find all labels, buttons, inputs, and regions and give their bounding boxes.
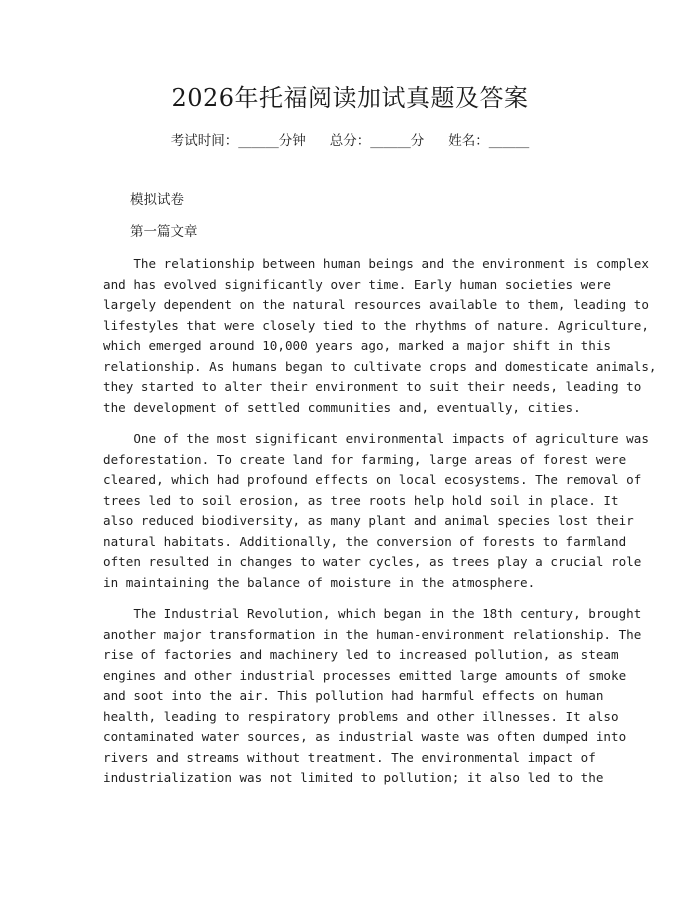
document-title: 2026年托福阅读加试真题及答案	[171, 84, 529, 112]
passage-paragraph-1: The relationship between human beings and the environment is complex and has evolved significantly over time. Early human societies were largely dependent on the natural resources available to them, leading to lifestyles that were closely tied to the rhythms of nature. Agriculture, which emerged around 10,000 years ago, marked a major shift in this relationship. As humans began to cultivate crops and domesticate animals, they started to alter their environment to suit their needs, leading to the development of settled communities and, eventually, cities.	[103, 256, 657, 415]
exam-time-field: 考试时间：______分钟	[170, 133, 306, 149]
passage-paragraph-3: The Industrial Revolution, which began in the 18th century, brought another major transformation in the human-environment relationship. The rise of factories and machinery led to increased pollution, as steam engines and other industrial processes emitted large amounts of smoke and soot into the air. This pollution had harmful effects on human health, leading to respiratory problems and other illnesses. It also contaminated water sources, as industrial waste was often dumped into rivers and streams without treatment. The environmental impact of industrialization was not limited to pollution; it also led to the	[103, 606, 642, 785]
student-name-field: 姓名：______	[448, 133, 530, 149]
passage-paragraph-2: One of the most significant environmental impacts of agriculture was deforestation. To create land for farming, large areas of forest were cleared, which had profound effects on local ecosystems. The removal of trees led to soil erosion, as tree roots help hold soil in place. It also reduced biodiversity, as many plant and animal species lost their natural habitats. Additionally, the conversion of forests to farmland often resulted in changes to water cycles, as trees play a crucial role in maintaining the balance of moisture in the atmosphere.	[103, 431, 649, 590]
passage-label: 第一篇文章	[130, 224, 198, 240]
total-score-field: 总分：______分	[329, 133, 425, 149]
exam-info-line	[0, 131, 700, 151]
section-label: 模拟试卷	[130, 192, 184, 208]
